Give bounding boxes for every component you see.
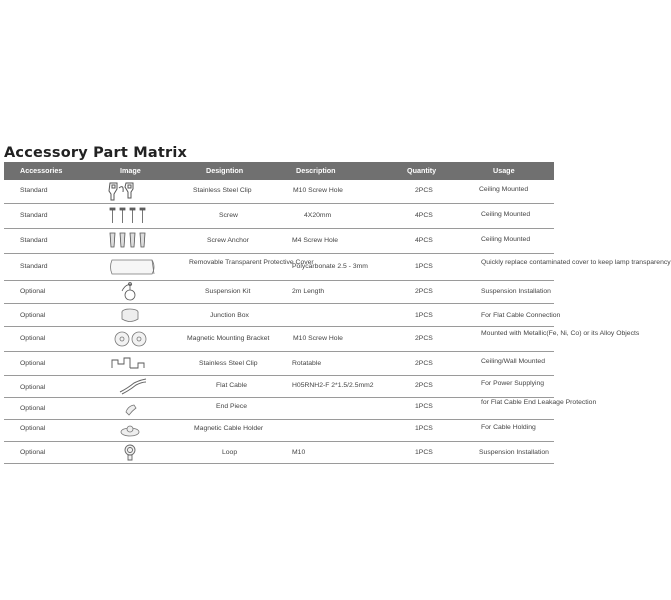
- accessory-type: Standard: [20, 187, 48, 194]
- table-body: [4, 180, 671, 464]
- table-row: [4, 420, 554, 442]
- screw-anchor-icon: [104, 229, 166, 253]
- quantity: 4PCS: [415, 237, 433, 244]
- quantity: 1PCS: [415, 312, 433, 319]
- table-row: [4, 376, 554, 398]
- quantity: 1PCS: [415, 403, 433, 410]
- table-row: [4, 327, 640, 352]
- flat-cable-icon: [104, 376, 166, 397]
- designation: Magnetic Cable Holder: [194, 425, 264, 432]
- suspension-kit-icon: [104, 281, 166, 303]
- designation: Magnetic Mounting Bracket: [187, 335, 270, 342]
- description: Rotatable: [292, 360, 322, 367]
- accessory-type: Standard: [20, 212, 48, 219]
- header-image: Image: [120, 166, 141, 175]
- table-row: [4, 180, 554, 204]
- accessory-type: Optional: [20, 449, 46, 456]
- usage: Ceiling Mounted: [479, 186, 529, 193]
- usage: Suspension Installation: [479, 449, 549, 456]
- accessory-type: Optional: [20, 312, 46, 319]
- table-row: [4, 442, 554, 464]
- table-row: [4, 204, 554, 229]
- screw-icon: [104, 204, 166, 228]
- steel-clip-icon: [104, 180, 166, 203]
- table-row: [4, 281, 554, 304]
- description: Polycarbonate 2.5 - 3mm: [292, 263, 368, 270]
- usage: For Flat Cable Connection: [481, 312, 561, 319]
- designation: Loop: [222, 449, 238, 456]
- rotatable-clip-icon: [104, 352, 166, 375]
- accessory-type: Optional: [20, 384, 46, 391]
- description: M10: [292, 449, 306, 456]
- designation: Removable Transparent Protective Cover: [189, 259, 314, 266]
- table-row: [4, 304, 561, 327]
- table-row: [4, 229, 554, 254]
- designation: Suspension Kit: [205, 288, 251, 295]
- designation: Screw Anchor: [207, 237, 249, 244]
- usage: Quickly replace contaminated cover to keep lamp transparency: [481, 259, 671, 266]
- usage: For Cable Holding: [481, 424, 536, 431]
- table-header: [4, 162, 554, 180]
- quantity: 2PCS: [415, 187, 433, 194]
- quantity: 2PCS: [415, 288, 433, 295]
- usage: Ceiling Mounted: [481, 236, 531, 243]
- designation: Flat Cable: [216, 382, 247, 389]
- header-accessories: Accessories: [20, 166, 63, 175]
- quantity: 1PCS: [415, 425, 433, 432]
- accessory-type: Standard: [20, 263, 48, 270]
- quantity: 2PCS: [415, 382, 433, 389]
- description: H05RNH2-F 2*1.5/2.5mm2: [292, 382, 374, 389]
- description: M4 Screw Hole: [292, 237, 339, 244]
- usage: Ceiling Mounted: [481, 211, 531, 218]
- quantity: 2PCS: [415, 335, 433, 342]
- accessory-type: Optional: [20, 425, 46, 432]
- designation: Junction Box: [210, 312, 249, 319]
- accessory-type: Optional: [20, 288, 46, 295]
- loop-icon: [104, 442, 166, 463]
- quantity: 2PCS: [415, 360, 433, 367]
- cable-holder-icon: [104, 420, 166, 441]
- junction-box-icon: [104, 304, 166, 326]
- usage: For Power Supplying: [481, 380, 545, 387]
- quantity: 1PCS: [415, 263, 433, 270]
- header-description: Description: [296, 166, 336, 175]
- table-row: [4, 352, 554, 376]
- designation: Screw: [219, 212, 238, 219]
- accessory-type: Optional: [20, 405, 46, 412]
- magnetic-bracket-icon: [104, 327, 166, 351]
- designation: End Piece: [216, 403, 247, 410]
- end-piece-icon: [104, 398, 166, 419]
- quantity: 4PCS: [415, 212, 433, 219]
- description: M10 Screw Hole: [293, 335, 343, 342]
- header-designation: Designtion: [206, 166, 244, 175]
- usage: Mounted with Metallic(Fe, Ni, Co) or its Alloy Objects: [481, 330, 640, 337]
- description: 2m Length: [292, 288, 325, 295]
- usage: for Flat Cable End Leakage Protection: [481, 399, 597, 406]
- accessory-type: Optional: [20, 335, 46, 342]
- table-row: [4, 398, 597, 420]
- description: 4X20mm: [304, 212, 332, 219]
- designation: Stainless Steel Clip: [193, 187, 252, 194]
- page-title: Accessory Part Matrix: [4, 145, 188, 161]
- table-row: [4, 254, 671, 281]
- quantity: 1PCS: [415, 449, 433, 456]
- header-usage: Usage: [493, 166, 515, 175]
- accessory-type: Optional: [20, 360, 46, 367]
- accessory-type: Standard: [20, 237, 48, 244]
- description: M10 Screw Hole: [293, 187, 343, 194]
- header-quantity: Quantity: [407, 166, 437, 175]
- usage: Suspension Installation: [481, 288, 551, 295]
- designation: Stainless Steel Clip: [199, 360, 258, 367]
- usage: Ceiling/Wall Mounted: [481, 358, 545, 365]
- protective-cover-icon: [104, 254, 166, 280]
